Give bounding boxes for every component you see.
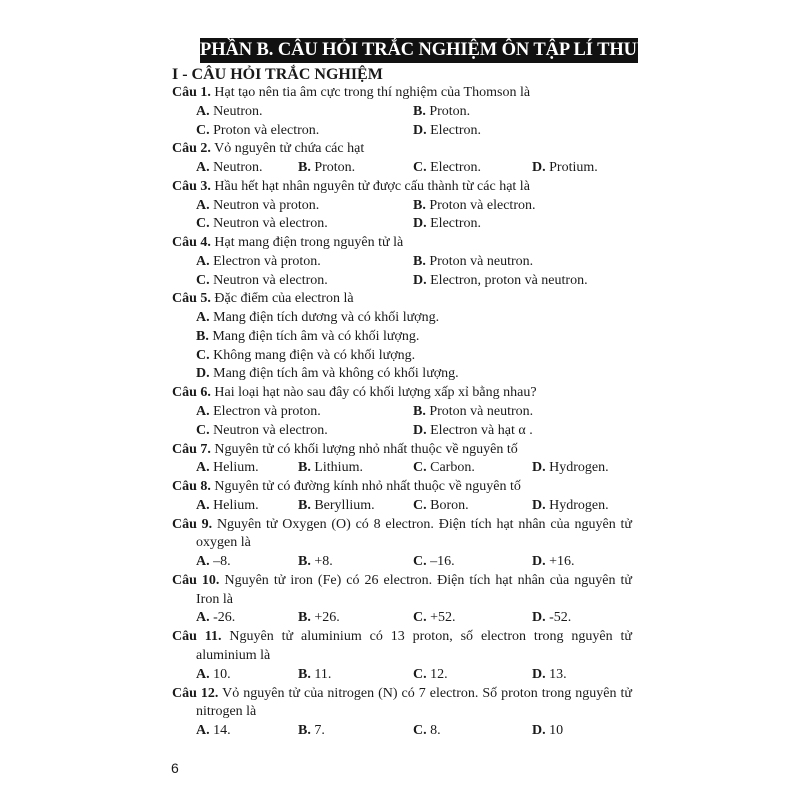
question-text: Đặc điểm của electron là	[210, 291, 354, 307]
answer-options	[172, 159, 632, 178]
answer-option	[196, 553, 298, 572]
option-letter: A.	[196, 610, 210, 626]
answer-option	[196, 459, 298, 478]
question-text: Nguyên tử iron (Fe) có 26 electron. Điện tích hạt nhân của nguyên tử Iron là	[196, 572, 632, 607]
question	[172, 84, 632, 140]
question-stem	[172, 84, 632, 103]
option-letter: D.	[413, 216, 427, 232]
option-letter: C.	[413, 610, 427, 626]
answer-options	[172, 253, 632, 291]
option-letter: D.	[532, 723, 546, 739]
question	[172, 478, 632, 516]
answer-option	[413, 403, 630, 422]
answer-options	[172, 497, 632, 516]
answer-option	[532, 497, 609, 516]
option-text: 12.	[430, 666, 448, 682]
option-text: 10	[549, 723, 564, 739]
option-text: Neutron và electron.	[213, 216, 328, 232]
question-text: Vỏ nguyên tử của nitrogen (N) có 7 electron. Số proton trong nguyên tử nitrogen là	[196, 685, 632, 720]
question-number: Câu 6.	[172, 385, 211, 401]
option-text: Protium.	[549, 160, 598, 176]
option-letter: A.	[196, 253, 210, 269]
option-text: Electron và hạt α .	[430, 422, 533, 438]
question-list	[172, 84, 632, 741]
option-letter: B.	[413, 253, 426, 269]
answer-option	[196, 722, 298, 741]
question-stem	[172, 140, 632, 159]
option-text: Electron.	[430, 216, 482, 232]
option-letter: D.	[196, 366, 210, 382]
option-text: Electron.	[430, 160, 482, 176]
option-text: Proton.	[429, 103, 471, 119]
answer-option	[532, 459, 609, 478]
option-letter: C.	[196, 347, 210, 363]
question-number: Câu 11.	[172, 629, 222, 645]
answer-option	[298, 666, 413, 685]
answer-option	[298, 553, 413, 572]
answer-option	[196, 328, 632, 347]
option-text: Neutron.	[213, 160, 263, 176]
answer-option	[196, 666, 298, 685]
option-text: Electron và proton.	[213, 253, 321, 269]
answer-options	[172, 103, 632, 141]
answer-option	[413, 272, 630, 291]
question-number: Câu 1.	[172, 85, 211, 100]
answer-options	[172, 309, 632, 384]
answer-option	[196, 497, 298, 516]
option-letter: B.	[298, 554, 311, 570]
answer-options	[172, 609, 632, 628]
question	[172, 572, 632, 628]
option-text: –16.	[430, 554, 455, 570]
option-text: Mang điện tích âm và không có khối lượng.	[213, 366, 459, 382]
option-letter: D.	[413, 272, 427, 288]
option-letter: D.	[532, 160, 546, 176]
answer-option	[532, 609, 571, 628]
option-text: 11.	[314, 666, 332, 682]
option-text: +8.	[314, 554, 333, 570]
option-text: +52.	[430, 610, 456, 626]
answer-option	[413, 159, 532, 178]
option-letter: D.	[532, 610, 546, 626]
option-letter: C.	[413, 723, 427, 739]
question-text: Nguyên tử Oxygen (O) có 8 electron. Điện tích hạt nhân của nguyên tử oxygen là	[196, 516, 632, 551]
option-letter: D.	[532, 497, 546, 513]
answer-option	[196, 272, 413, 291]
answer-option	[413, 215, 630, 234]
question-number: Câu 8.	[172, 479, 211, 495]
option-text: Carbon.	[430, 460, 475, 476]
option-letter: A.	[196, 103, 210, 119]
option-letter: C.	[413, 497, 427, 513]
answer-option	[196, 215, 413, 234]
question-stem	[172, 572, 632, 610]
option-text: Electron và proton.	[213, 404, 321, 420]
answer-option	[298, 609, 413, 628]
option-letter: B.	[298, 666, 311, 682]
question-stem	[172, 290, 632, 309]
answer-option	[413, 553, 532, 572]
option-letter: A.	[196, 460, 210, 476]
answer-option	[196, 103, 413, 122]
option-letter: A.	[196, 554, 210, 570]
option-letter: C.	[196, 216, 210, 232]
answer-option	[298, 459, 413, 478]
option-text: Electron.	[430, 122, 482, 138]
answer-option	[532, 722, 563, 741]
option-text: 14.	[213, 723, 231, 739]
answer-options	[172, 403, 632, 441]
answer-option	[196, 609, 298, 628]
option-text: Neutron và proton.	[213, 197, 320, 213]
answer-option	[298, 159, 413, 178]
option-text: Boron.	[430, 497, 469, 513]
answer-option	[196, 347, 632, 366]
option-text: +16.	[549, 554, 575, 570]
option-letter: D.	[413, 122, 427, 138]
option-letter: B.	[196, 328, 209, 344]
answer-option	[196, 403, 413, 422]
option-letter: B.	[298, 497, 311, 513]
option-letter: B.	[413, 404, 426, 420]
option-letter: C.	[196, 122, 210, 138]
answer-option	[196, 122, 413, 141]
answer-option	[196, 422, 413, 441]
question-number: Câu 10.	[172, 572, 220, 588]
question-text: Nguyên tử có đường kính nhỏ nhất thuộc về nguyên tố	[210, 479, 521, 495]
option-text: Proton và neutron.	[429, 404, 534, 420]
option-letter: B.	[298, 723, 311, 739]
option-text: Hydrogen.	[549, 497, 609, 513]
option-text: Neutron và electron.	[213, 272, 328, 288]
question	[172, 628, 632, 684]
option-letter: A.	[196, 160, 210, 176]
answer-option	[413, 722, 532, 741]
question-number: Câu 4.	[172, 235, 211, 251]
option-letter: A.	[196, 666, 210, 682]
question-text: Hạt tạo nên tia âm cực trong thí nghiệm của Thomson là	[210, 85, 531, 100]
option-text: Electron, proton và neutron.	[430, 272, 588, 288]
answer-option	[532, 553, 575, 572]
option-text: Helium.	[213, 460, 259, 476]
option-letter: A.	[196, 197, 210, 213]
option-letter: C.	[196, 272, 210, 288]
answer-option	[413, 197, 630, 216]
option-text: –8.	[213, 554, 231, 570]
option-letter: A.	[196, 497, 210, 513]
answer-option	[298, 722, 413, 741]
option-text: Beryllium.	[314, 497, 375, 513]
answer-option	[413, 609, 532, 628]
option-text: Proton và neutron.	[429, 253, 534, 269]
option-text: Mang điện tích âm và có khối lượng.	[212, 328, 420, 344]
option-text: Helium.	[213, 497, 259, 513]
answer-option	[413, 103, 630, 122]
answer-options	[172, 459, 632, 478]
section-heading: I - CÂU HỎI TRẮC NGHIỆM	[172, 66, 383, 83]
question-stem	[172, 234, 632, 253]
option-text: Proton.	[314, 160, 356, 176]
option-letter: C.	[413, 460, 427, 476]
answer-option	[413, 422, 630, 441]
option-letter: B.	[298, 460, 311, 476]
question-stem	[172, 178, 632, 197]
answer-option	[298, 497, 413, 516]
question-number: Câu 7.	[172, 441, 211, 457]
question	[172, 140, 632, 178]
answer-option	[196, 365, 632, 384]
option-text: Không mang điện và có khối lượng.	[213, 347, 416, 363]
option-text: 8.	[430, 723, 441, 739]
option-letter: A.	[196, 404, 210, 420]
option-letter: D.	[532, 666, 546, 682]
answer-option	[196, 197, 413, 216]
answer-option	[196, 253, 413, 272]
question-stem	[172, 628, 632, 666]
option-text: Neutron.	[213, 103, 263, 119]
option-letter: B.	[298, 160, 311, 176]
page-number: 6	[171, 760, 179, 776]
option-text: +26.	[314, 610, 340, 626]
question-text: Vỏ nguyên tử chứa các hạt	[210, 141, 365, 157]
option-text: -26.	[213, 610, 236, 626]
answer-option	[413, 459, 532, 478]
question-stem	[172, 516, 632, 554]
question-number: Câu 2.	[172, 141, 211, 157]
option-letter: C.	[413, 160, 427, 176]
question-number: Câu 12.	[172, 685, 219, 701]
question-stem	[172, 441, 632, 460]
option-letter: C.	[196, 422, 210, 438]
question	[172, 516, 632, 572]
question-text: Nguyên tử có khối lượng nhỏ nhất thuộc về nguyên tố	[210, 441, 518, 457]
question-stem	[172, 685, 632, 723]
option-text: 13.	[549, 666, 567, 682]
question	[172, 384, 632, 440]
question-stem	[172, 384, 632, 403]
part-title-banner: PHẦN B. CÂU HỎI TRẮC NGHIỆM ÔN TẬP LÍ THUYẾT	[200, 38, 638, 63]
option-letter: B.	[413, 197, 426, 213]
option-letter: D.	[532, 554, 546, 570]
answer-options	[172, 666, 632, 685]
answer-options	[172, 197, 632, 235]
option-text: Proton và electron.	[429, 197, 536, 213]
question-number: Câu 9.	[172, 516, 213, 532]
option-letter: D.	[413, 422, 427, 438]
option-letter: D.	[532, 460, 546, 476]
option-text: Mang điện tích dương và có khối lượng.	[213, 310, 440, 326]
question	[172, 178, 632, 234]
option-text: Proton và electron.	[213, 122, 320, 138]
answer-option	[196, 159, 298, 178]
question-text: Nguyên tử aluminium có 13 proton, số electron trong nguyên tử aluminium là	[196, 629, 632, 663]
option-letter: C.	[413, 554, 427, 570]
question-text: Hai loại hạt nào sau đây có khối lượng xấp xỉ bằng nhau?	[210, 385, 537, 401]
option-text: -52.	[549, 610, 572, 626]
question-number: Câu 3.	[172, 178, 211, 194]
question-number: Câu 5.	[172, 291, 211, 307]
option-letter: C.	[413, 666, 427, 682]
question-text: Hầu hết hạt nhân nguyên tử được cấu thành từ các hạt là	[210, 178, 530, 194]
question-stem	[172, 478, 632, 497]
answer-option	[532, 159, 598, 178]
question	[172, 441, 632, 479]
question	[172, 290, 632, 384]
answer-option	[413, 497, 532, 516]
option-text: Lithium.	[314, 460, 363, 476]
option-letter: A.	[196, 723, 210, 739]
option-letter: A.	[196, 310, 210, 326]
answer-option	[413, 122, 630, 141]
question	[172, 234, 632, 290]
option-letter: B.	[298, 610, 311, 626]
question	[172, 685, 632, 741]
option-text: Hydrogen.	[549, 460, 609, 476]
answer-options	[172, 553, 632, 572]
option-text: Neutron và electron.	[213, 422, 328, 438]
answer-option	[413, 253, 630, 272]
option-text: 10.	[213, 666, 231, 682]
question-text: Hạt mang điện trong nguyên tử là	[210, 235, 404, 251]
answer-option	[532, 666, 567, 685]
option-text: 7.	[314, 723, 325, 739]
answer-option	[196, 309, 632, 328]
answer-options	[172, 722, 632, 741]
answer-option	[413, 666, 532, 685]
option-letter: B.	[413, 103, 426, 119]
